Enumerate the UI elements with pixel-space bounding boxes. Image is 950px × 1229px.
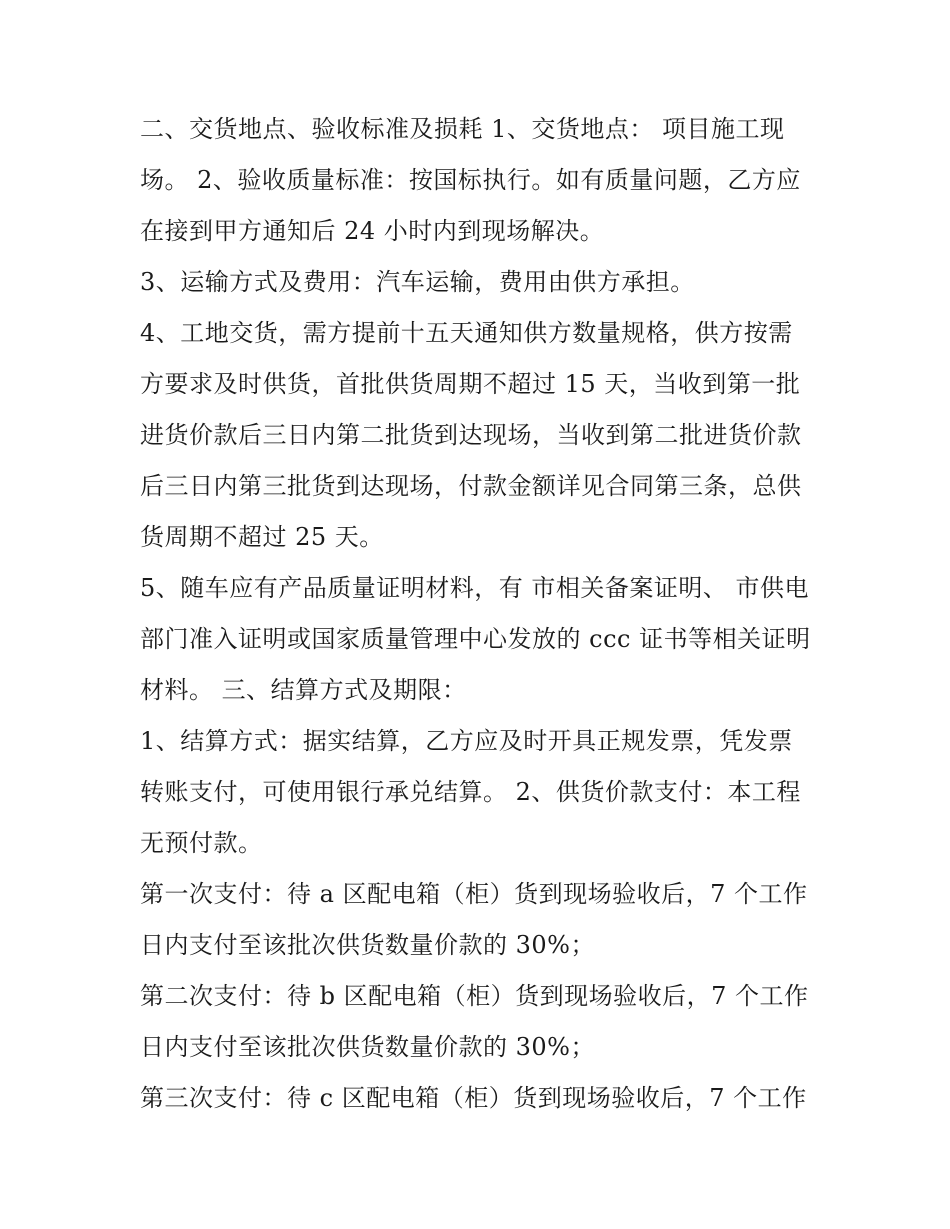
- text-line: 进货价款后三日内第二批货到达现场，当收到第二批进货价款: [140, 421, 802, 449]
- text-line: 无预付款。: [140, 829, 263, 857]
- text-line: 第三次支付：待 c 区配电箱（柜）货到现场验收后，7 个工作: [140, 1084, 807, 1112]
- text-line: 3、运输方式及费用：汽车运输，费用由供方承担。: [140, 268, 695, 296]
- text-line: 转账支付，可使用银行承兑结算。 2、供货价款支付：本工程: [140, 778, 801, 806]
- text-line: 日内支付至该批次供货数量价款的 30%；: [140, 1033, 595, 1061]
- text-line: 5、随车应有产品质量证明材料，有 市相关备案证明、 市供电: [140, 574, 810, 602]
- text-line: 4、工地交货，需方提前十五天通知供方数量规格，供方按需: [140, 319, 793, 347]
- text-line: 二、交货地点、验收标准及损耗 1、交货地点： 项目施工现: [140, 115, 785, 143]
- text-line: 后三日内第三批货到达现场，付款金额详见合同第三条，总供: [140, 472, 802, 500]
- text-line: 日内支付至该批次供货数量价款的 30%；: [140, 931, 595, 959]
- text-line: 方要求及时供货，首批供货周期不超过 15 天，当收到第一批: [140, 370, 801, 398]
- text-line: 场。 2、验收质量标准：按国标执行。如有质量问题，乙方应: [140, 166, 801, 194]
- text-line: 1、结算方式：据实结算，乙方应及时开具正规发票，凭发票: [140, 727, 793, 755]
- document-body: [140, 104, 820, 1124]
- text-line: 部门准入证明或国家质量管理中心发放的 ccc 证书等相关证明: [140, 625, 811, 653]
- text-line: 在接到甲方通知后 24 小时内到现场解决。: [140, 217, 605, 245]
- text-line: 货周期不超过 25 天。: [140, 523, 384, 551]
- text-line: 第二次支付：待 b 区配电箱（柜）货到现场验收后，7 个工作: [140, 982, 809, 1010]
- text-line: 第一次支付：待 a 区配电箱（柜）货到现场验收后，7 个工作: [140, 880, 808, 908]
- text-line: 材料。 三、结算方式及期限：: [140, 676, 467, 704]
